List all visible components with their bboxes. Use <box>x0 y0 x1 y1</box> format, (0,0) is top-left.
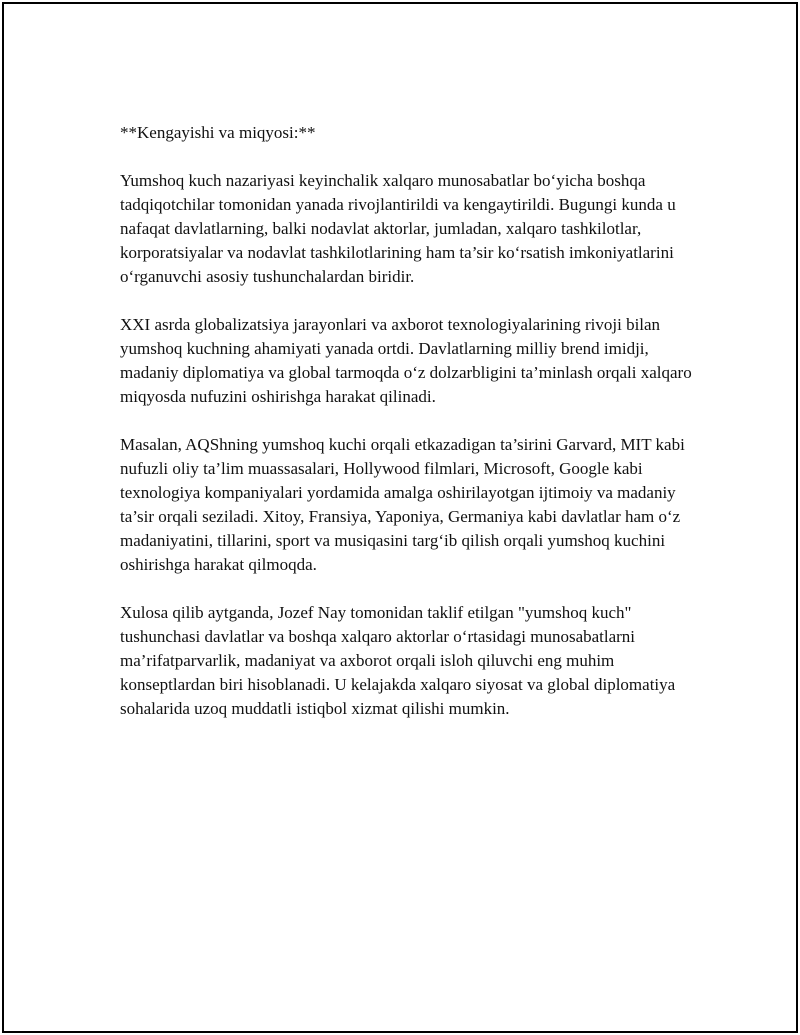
paragraph-4: Xulosa qilib aytganda, Jozef Nay tomonidan taklif etilgan "yumshoq kuch" tushunchasi davlatlar va boshqa xalqaro aktorlar o‘rtasidagi munosabatlarni ma’rifatparvarlik, madaniyat va axborot orqali isloh qiluvchi eng muhim konseptlardan biri hisoblanadi. U kelajakda xalqaro siyosat va global diplomatiya sohalarida uzoq muddatli istiqbol xizmat qilishi mumkin. <box>120 603 676 718</box>
paragraph-2: XXI asrda globalizatsiya jarayonlari va axborot texnologiyalarining rivoji bilan yumshoq kuchning ahamiyati yanada ortdi. Davlatlarning milliy brend imidji, madaniy diplomatiya va global tarmoqda o‘z dolzarbligini ta’minlash orqali xalqaro miqyosda nufuzini oshirishga harakat qilinadi. <box>120 315 692 406</box>
document-page <box>2 2 798 1033</box>
paragraph-1: Yumshoq kuch nazariyasi keyinchalik xalqaro munosabatlar bo‘yicha boshqa tadqiqotchilar tomonidan yanada rivojlantirildi va kengaytirildi. Bugungi kunda u nafaqat davlatlarning, balki nodavlat aktorlar, jumladan, xalqaro tashkilotlar, korporatsiyalar va nodavlat tashkilotlarining ham ta’sir ko‘rsatish imkoniyatlarini o‘rganuvchi asosiy tushunchalardan biridir. <box>120 171 676 286</box>
section-heading: **Kengayishi va miqyosi:** <box>120 123 316 142</box>
paragraph-3: Masalan, AQShning yumshoq kuchi orqali etkazadigan ta’sirini Garvard, MIT kabi nufuzli oliy ta’lim muassasalari, Hollywood filmlari, Microsoft, Google kabi texnologiya kompaniyalari yordamida amalga oshirilayotgan ijtimoiy va madaniy ta’sir orqali seziladi. Xitoy, Fransiya, Yaponiya, Germaniya kabi davlatlar ham o‘z madaniyatini, tillarini, sport va musiqasini targ‘ib qilish orqali yumshoq kuchini oshirishga harakat qilmoqda. <box>120 435 685 574</box>
document-body <box>120 121 700 745</box>
